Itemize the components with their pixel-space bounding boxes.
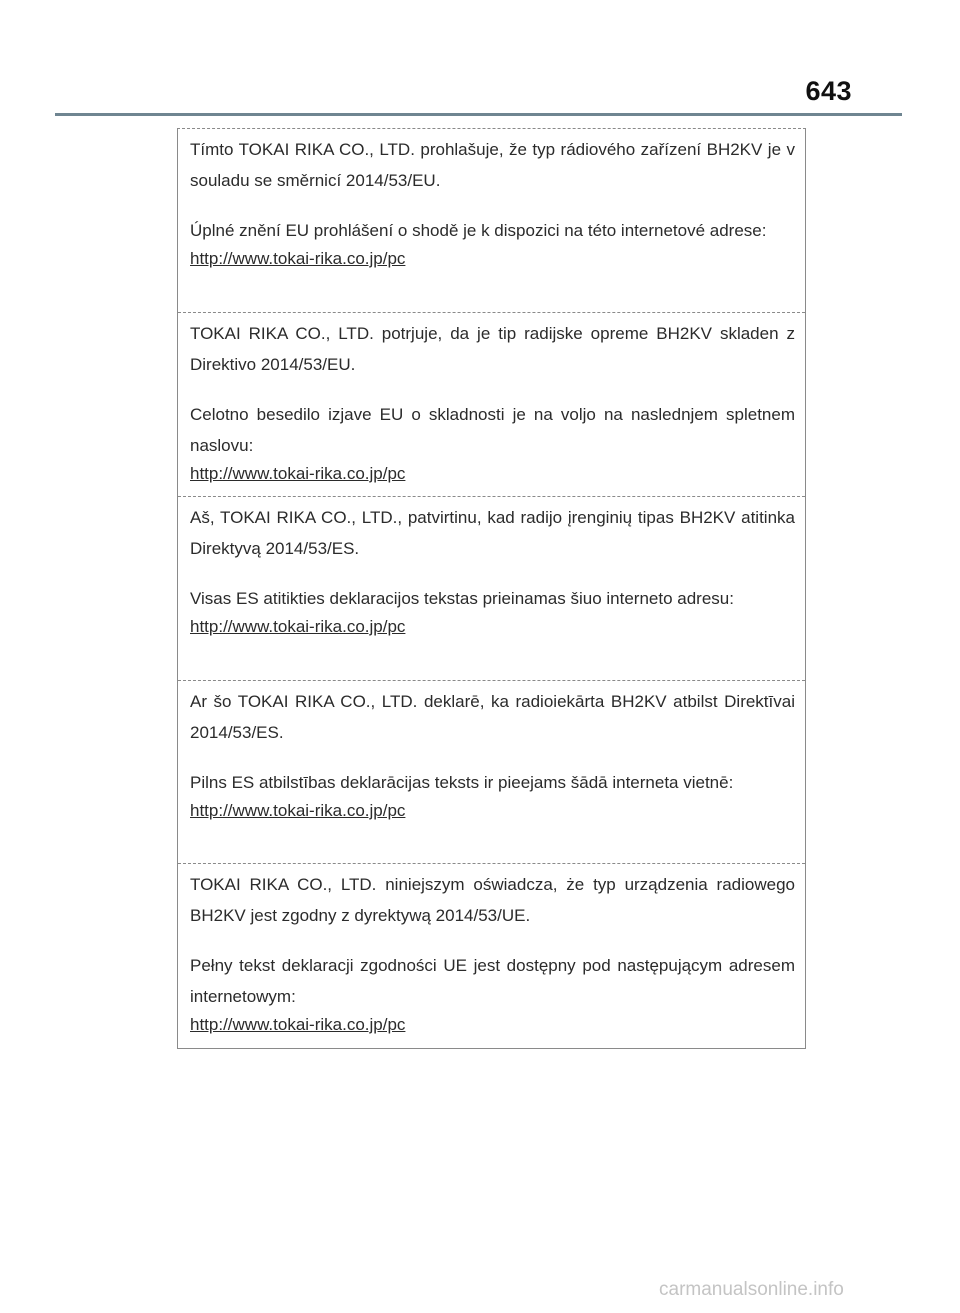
header-divider (55, 113, 902, 116)
declaration-url-link[interactable]: http://www.tokai-rika.co.jp/pc (190, 464, 406, 483)
declaration-url-link[interactable]: http://www.tokai-rika.co.jp/pc (190, 249, 406, 268)
declaration-slovenian (178, 313, 805, 497)
declaration-availability: Pełny tekst deklaracji zgodności UE jest dostępny pod następującym adresem internetowym: (190, 956, 795, 1006)
declaration-availability: Úplné znění EU prohlášení o shodě je k dispozici na této internetové adrese: (190, 221, 767, 240)
declaration-lithuanian (178, 497, 805, 681)
declaration-statement: TOKAI RIKA CO., LTD. niniejszym oświadcza, że typ urządzenia radiowego BH2KV jest zgodny z dyrektywą 2014/53/UE. (190, 875, 795, 925)
declaration-statement: TOKAI RIKA CO., LTD. potrjuje, da je tip radijske opreme BH2KV skladen z Direktivo 2014/53/EU. (190, 324, 795, 374)
declaration-table (177, 128, 806, 1049)
declaration-availability: Pilns ES atbilstības deklarācijas teksts ir pieejams šādā interneta vietnē: (190, 773, 734, 792)
declaration-latvian (178, 681, 805, 864)
page-number: 643 (805, 76, 852, 106)
declaration-polish (178, 864, 805, 1049)
declaration-statement: Aš, TOKAI RIKA CO., LTD., patvirtinu, kad radijo įrenginių tipas BH2KV atitinka Direktyvą 2014/53/ES. (190, 508, 795, 558)
declaration-statement: Ar šo TOKAI RIKA CO., LTD. deklarē, ka radioiekārta BH2KV atbilst Direktīvai 2014/53/ES. (190, 692, 795, 742)
declaration-url-link[interactable]: http://www.tokai-rika.co.jp/pc (190, 801, 406, 820)
site-watermark: carmanualsonline.info (659, 1279, 844, 1300)
declaration-statement: Tímto TOKAI RIKA CO., LTD. prohlašuje, že typ rádiového zařízení BH2KV je v souladu se směrnicí 2014/53/EU. (190, 140, 795, 190)
declaration-url-link[interactable]: http://www.tokai-rika.co.jp/pc (190, 617, 406, 636)
declaration-czech (178, 129, 805, 313)
declaration-availability: Celotno besedilo izjave EU o skladnosti je na voljo na naslednjem spletnem naslovu: (190, 405, 795, 455)
declaration-availability: Visas ES atitikties deklaracijos tekstas prieinamas šiuo interneto adresu: (190, 589, 734, 608)
declaration-url-link[interactable]: http://www.tokai-rika.co.jp/pc (190, 1015, 406, 1034)
